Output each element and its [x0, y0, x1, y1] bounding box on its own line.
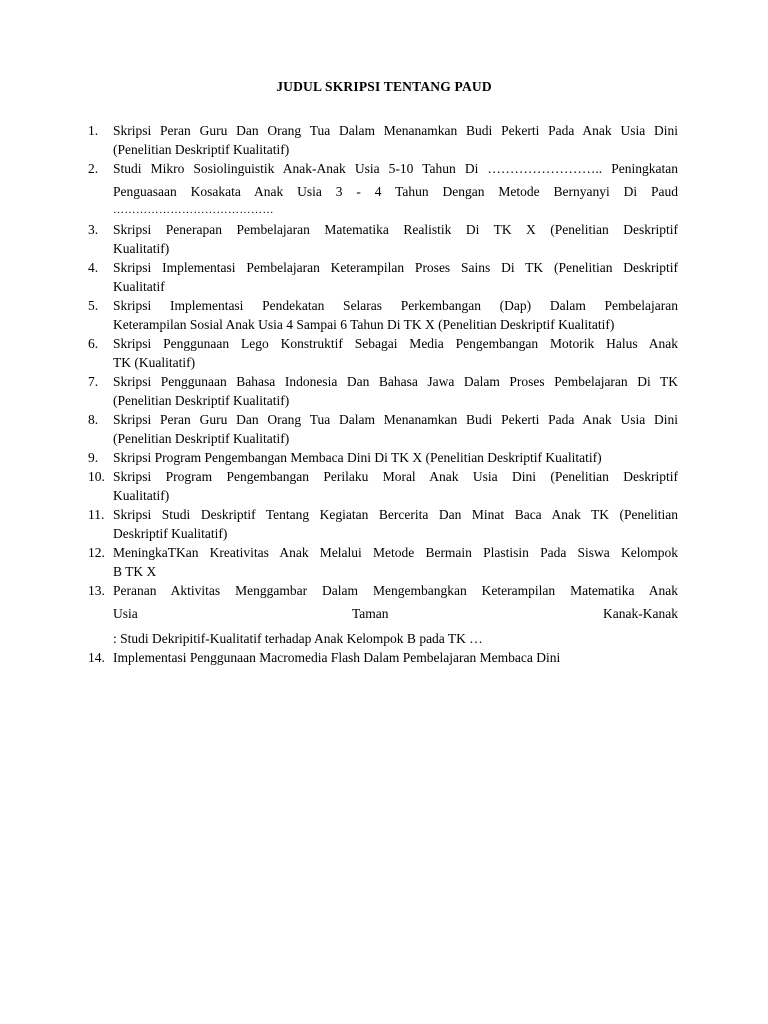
item-line: Studi Mikro Sosiolinguistik Anak-Anak Usia 5-10 Tahun Di …………………….. Peningkatan	[113, 161, 678, 176]
document-title: JUDUL SKRIPSI TENTANG PAUD	[276, 79, 492, 94]
list-item	[88, 543, 678, 581]
list-item	[88, 372, 678, 410]
thesis-title-list	[88, 121, 678, 667]
item-line: : Studi Dekripitif-Kualitatif terhadap Anak Kelompok B pada TK …	[113, 631, 483, 646]
item-number: 14.	[88, 650, 105, 665]
item-line: Keterampilan Sosial Anak Usia 4 Sampai 6 Tahun Di TK X (Penelitian Deskriptif Kualitatif)	[113, 317, 615, 332]
item-line: ……………………………………	[113, 204, 274, 216]
item-line: Implementasi Penggunaan Macromedia Flash Dalam Pembelajaran Membaca Dini	[113, 650, 561, 665]
item-line: Skripsi Peran Guru Dan Orang Tua Dalam Menanamkan Budi Pekerti Pada Anak Usia Dini	[113, 412, 678, 427]
item-line: Skripsi Penggunaan Bahasa Indonesia Dan Bahasa Jawa Dalam Proses Pembelajaran Di TK	[113, 374, 678, 389]
item-number: 5.	[88, 298, 99, 313]
item-line: Skripsi Penerapan Pembelajaran Matematika Realistik Di TK X (Penelitian Deskriptif	[113, 222, 678, 237]
item-line: (Penelitian Deskriptif Kualitatif)	[113, 142, 290, 157]
list-item	[88, 159, 678, 220]
item-line: Skripsi Implementasi Pembelajaran Keterampilan Proses Sains Di TK (Penelitian Deskriptif	[113, 260, 678, 275]
list-item	[88, 581, 678, 648]
item-number: 12.	[88, 545, 105, 560]
list-item	[88, 258, 678, 296]
item-line: TK (Kualitatif)	[113, 355, 196, 370]
item-line: Skripsi Program Pengembangan Membaca Dini Di TK X (Penelitian Deskriptif Kualitatif)	[113, 450, 602, 465]
list-item	[88, 648, 678, 667]
list-item	[88, 467, 678, 505]
item-line: B TK X	[113, 564, 157, 579]
list-item	[88, 220, 678, 258]
item-line: Kualitatif	[113, 279, 165, 294]
item-line: Skripsi Penggunaan Lego Konstruktif Sebagai Media Pengembangan Motorik Halus Anak	[113, 336, 678, 351]
item-number: 13.	[88, 583, 105, 598]
item-line: Skripsi Peran Guru Dan Orang Tua Dalam Menanamkan Budi Pekerti Pada Anak Usia Dini	[113, 123, 678, 138]
list-item	[88, 505, 678, 543]
item-line: Kualitatif)	[113, 488, 170, 503]
list-item	[88, 448, 678, 467]
item-line: Usia Taman Kanak-Kanak	[113, 606, 678, 621]
item-number: 4.	[88, 260, 99, 275]
item-line: Skripsi Program Pengembangan Perilaku Moral Anak Usia Dini (Penelitian Deskriptif	[113, 469, 678, 484]
item-line: Deskriptif Kualitatif)	[113, 526, 228, 541]
item-number: 10.	[88, 469, 105, 484]
list-item	[88, 334, 678, 372]
item-line: (Penelitian Deskriptif Kualitatif)	[113, 431, 290, 446]
item-line: Peranan Aktivitas Menggambar Dalam Mengembangkan Keterampilan Matematika Anak	[113, 583, 678, 598]
item-number: 7.	[88, 374, 99, 389]
item-number: 2.	[88, 161, 99, 176]
item-number: 6.	[88, 336, 99, 351]
list-item	[88, 121, 678, 159]
item-line: Skripsi Implementasi Pendekatan Selaras Perkembangan (Dap) Dalam Pembelajaran	[113, 298, 678, 313]
list-item	[88, 410, 678, 448]
item-line: Penguasaan Kosakata Anak Usia 3 - 4 Tahun Dengan Metode Bernyanyi Di Paud	[113, 184, 678, 199]
item-number: 9.	[88, 450, 99, 465]
item-line: (Penelitian Deskriptif Kualitatif)	[113, 393, 290, 408]
list-item	[88, 296, 678, 334]
item-number: 1.	[88, 123, 99, 138]
item-number: 11.	[88, 507, 105, 522]
item-line: Kualitatif)	[113, 241, 170, 256]
item-number: 3.	[88, 222, 99, 237]
item-number: 8.	[88, 412, 99, 427]
item-line: Skripsi Studi Deskriptif Tentang Kegiatan Bercerita Dan Minat Baca Anak TK (Penelitian	[113, 507, 678, 522]
item-line: MeningkaTKan Kreativitas Anak Melalui Metode Bermain Plastisin Pada Siswa Kelompok	[113, 545, 678, 560]
